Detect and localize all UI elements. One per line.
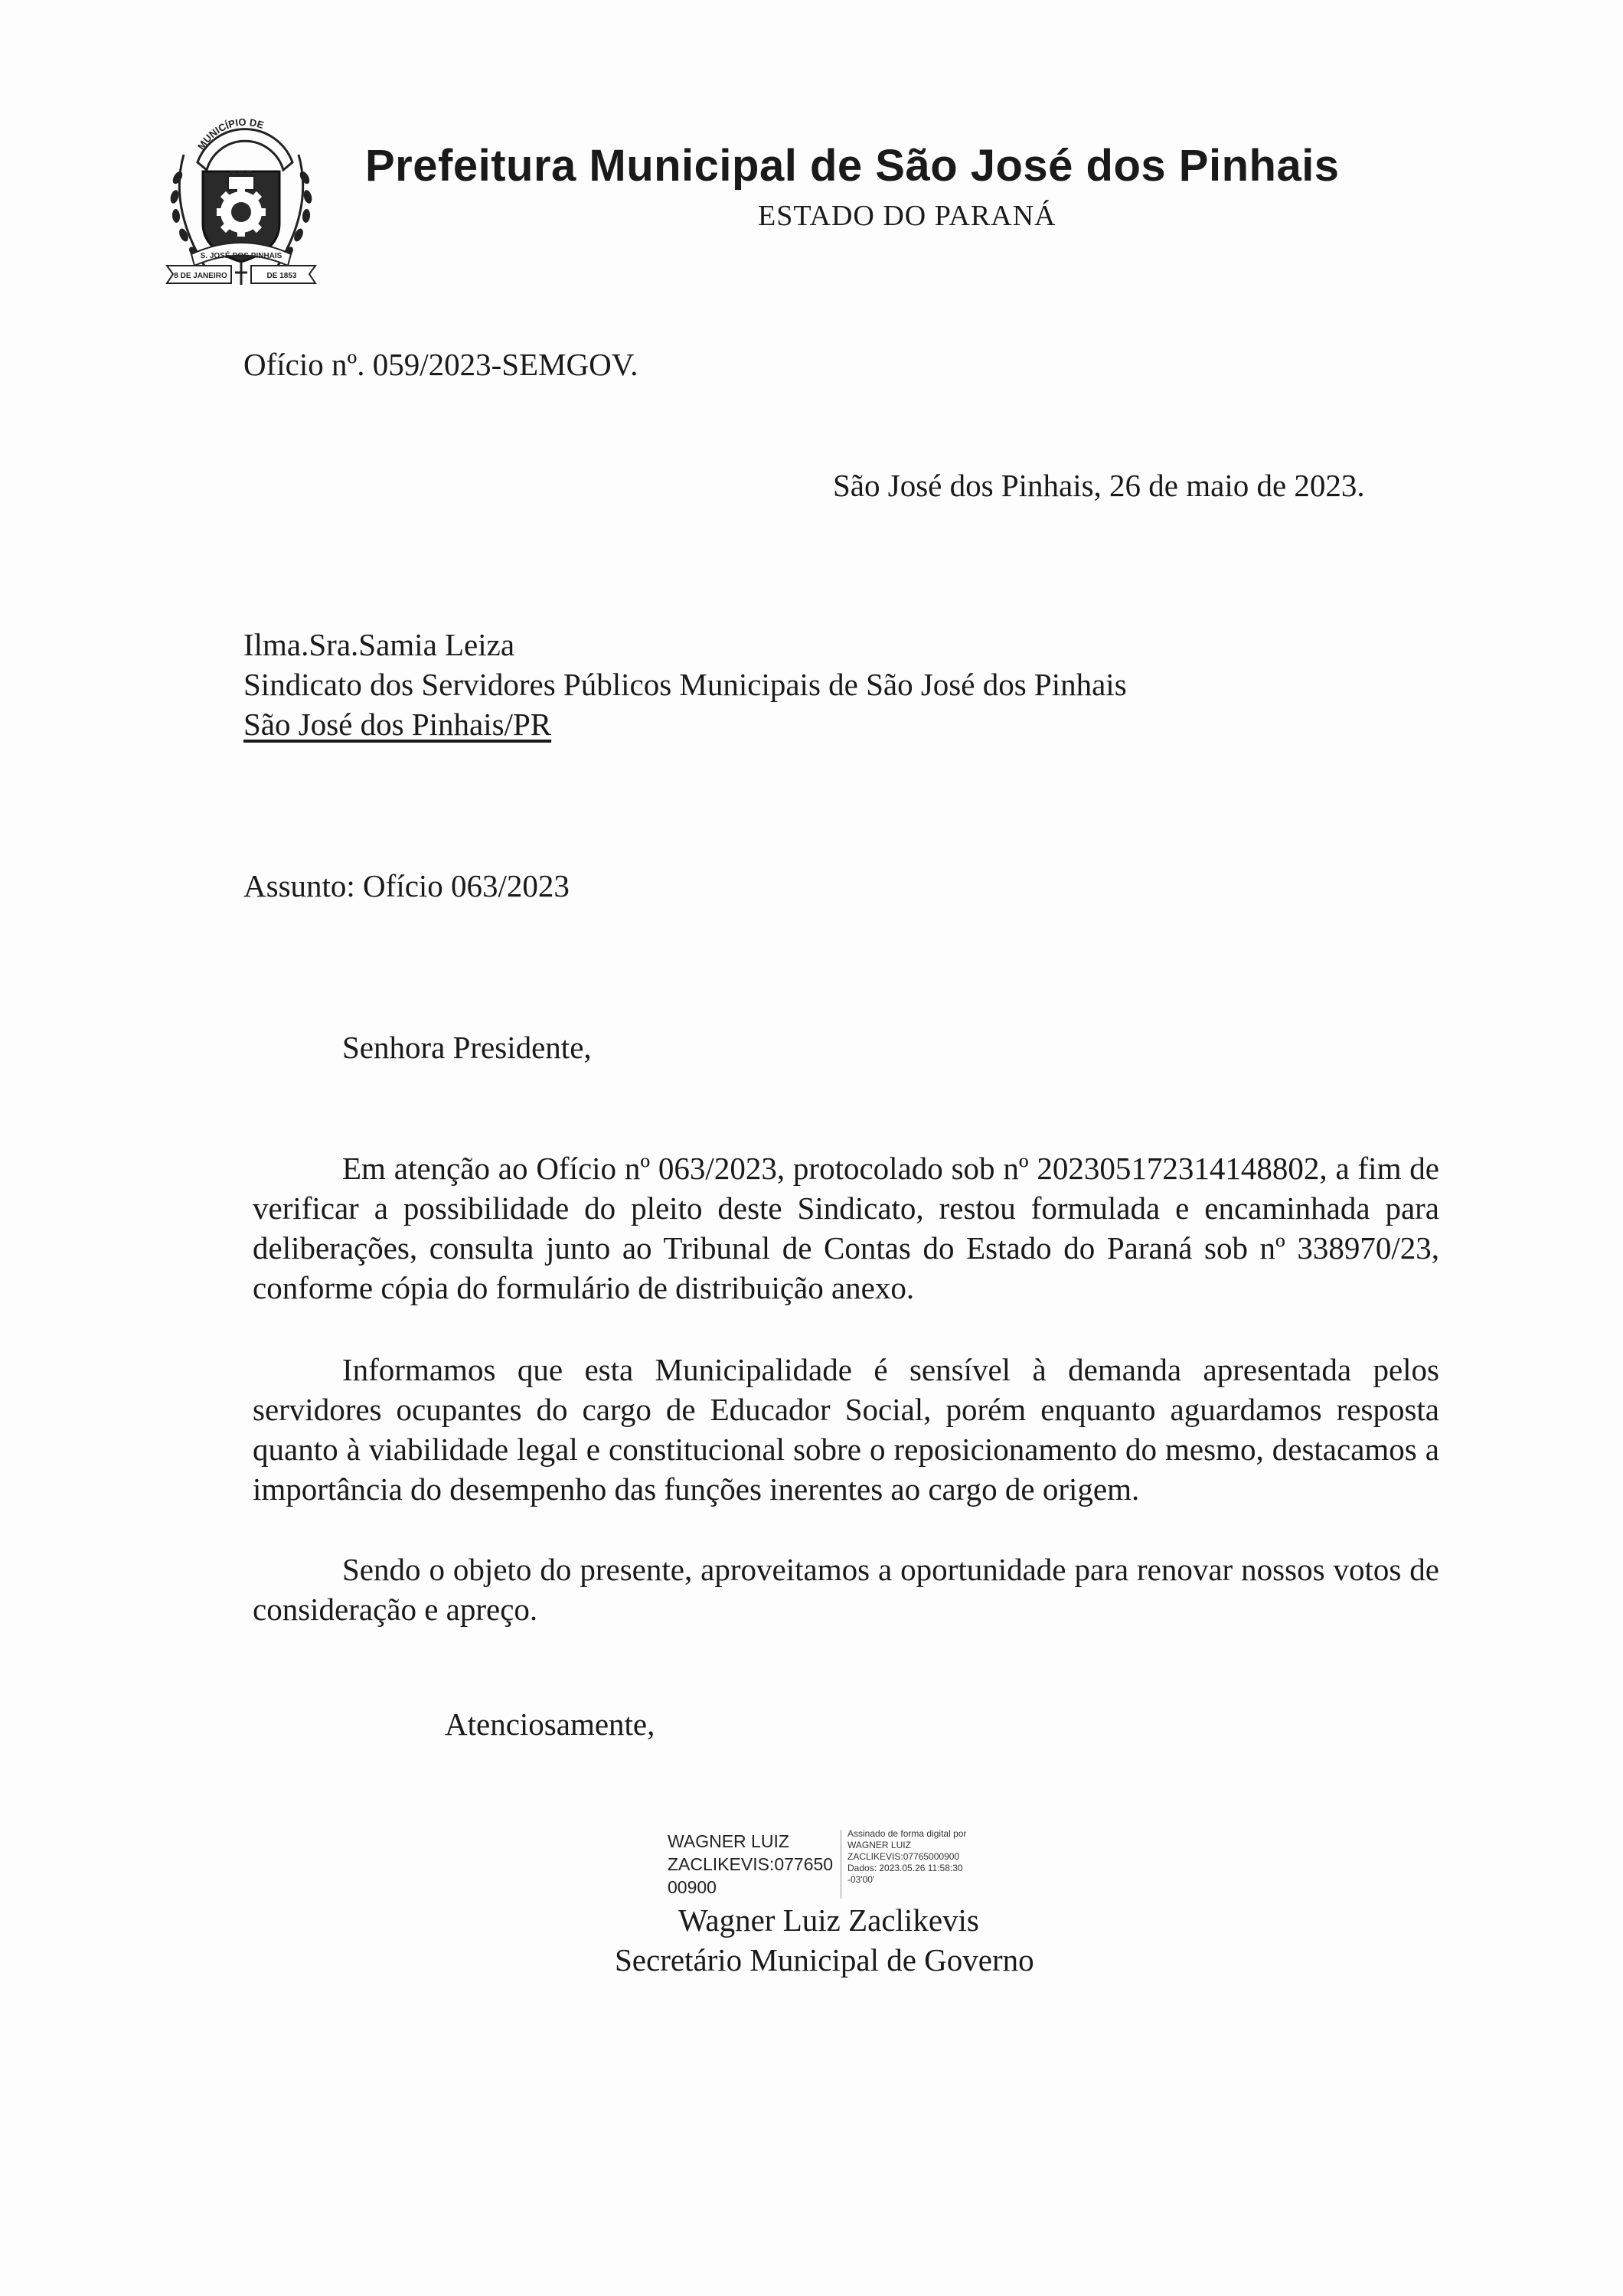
digital-signature-name: WAGNER LUIZ ZACLIKEVIS:077650 00900 [668,1831,834,1897]
letter-reference: Ofício nº. 059/2023-SEMGOV. [243,347,638,382]
svg-text:8 DE JANEIRO: 8 DE JANEIRO [174,272,227,280]
svg-text:S. JOSÉ DOS PINHAIS: S. JOSÉ DOS PINHAIS [200,252,282,260]
place-date: São José dos Pinhais, 26 de maio de 2023. [833,468,1365,503]
signer-name: Wagner Luiz Zaclikevis [678,1902,979,1938]
body-paragraph: Informamos que esta Municipalidade é sensível à demanda apresentada pelos servidores ocupantes do cargo de Educador Social, porém enquanto aguardamos resposta quanto à viabilidade legal e constitucional sobre o reposicionamento do mesmo, destacamos a importância do desempenho das funções inerentes ao cargo de origem. [253,1352,1439,1507]
svg-text:DE 1853: DE 1853 [266,272,297,280]
organization-name: Prefeitura Municipal de São José dos Pinhais [365,141,1340,191]
recipient-organization: Sindicato dos Servidores Públicos Municipais de São José dos Pinhais [243,667,1127,702]
organization-state: ESTADO DO PARANÁ [758,200,1056,232]
body-paragraph: Em atenção ao Ofício nº 063/2023, protocolado sob nº 202305172314148802, a fim de verificar a possibilidade do pleito deste Sindicato, restou formulada e encaminhada para deliberações, consulta junto ao Tribunal de Contas do Estado do Paraná sob nº 338970/23, conforme cópia do formulário de distribuição anexo. [253,1151,1439,1305]
closing: Atenciosamente, [445,1706,655,1742]
municipal-crest-icon [161,109,322,292]
digital-signature-details: Assinado de forma digital por WAGNER LUIZ ZACLIKEVIS:07765000900 Dados: 2023.05.26 11:58:30 -03'00' [847,1828,967,1885]
signer-role: Secretário Municipal de Governo [615,1942,1034,1978]
svg-text:MUNICÍPIO DE: MUNICÍPIO DE [195,116,266,152]
recipient-city: São José dos Pinhais/PR [243,707,552,742]
salutation: Senhora Presidente, [342,1030,592,1065]
recipient-name: Ilma.Sra.Samia Leiza [243,627,515,662]
body-paragraph: Sendo o objeto do presente, aproveitamos a oportunidade para renovar nossos votos de consideração e apreço. [253,1552,1439,1627]
letter-subject: Assunto: Ofício 063/2023 [243,868,570,903]
